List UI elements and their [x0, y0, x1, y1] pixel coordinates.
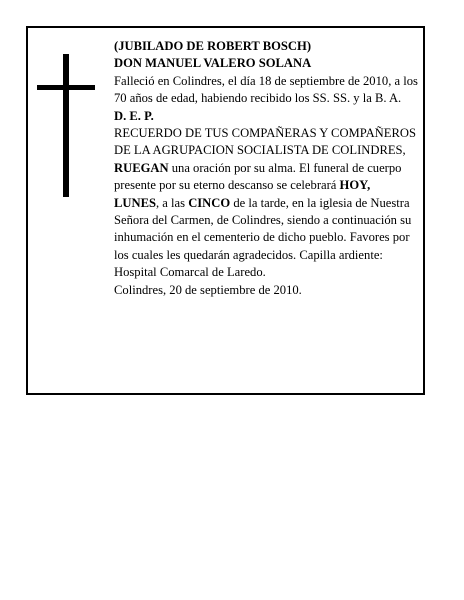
obituary-text [114, 38, 418, 299]
cross-vertical-bar [63, 54, 69, 197]
funeral-text-2: , a las [156, 195, 189, 210]
death-info: Falleció en Colindres, el día 18 de septiembre de 2010, a los 70 años de edad, habiendo recibido los SS. SS. y la B. A. [114, 73, 418, 106]
from-group: RECUERDO DE TUS COMPAÑERAS Y COMPAÑEROS DE LA AGRUPACION SOCIALISTA DE COLINDRES, [114, 126, 416, 158]
deceased-name: DON MANUEL VALERO SOLANA [114, 56, 312, 71]
notice-subtitle: (JUBILADO DE ROBERT BOSCH) [114, 39, 312, 53]
funeral-text-1: una oración por su alma. El funeral de cuerpo presente por su eterno descanso se celebrará [114, 160, 402, 193]
cross-horizontal-bar [37, 85, 95, 90]
cinco-word: CINCO [188, 195, 231, 210]
date-line: Colindres, 20 de septiembre de 2010. [114, 282, 302, 297]
ruegan-word: RUEGAN [114, 160, 169, 175]
dep-line: D. E. P. [114, 108, 154, 123]
funeral-paragraph [114, 160, 418, 282]
funeral-text-3: de la tarde, en la iglesia de Nuestra Señora del Carmen, de Colindres, siendo a continuación su inhumación en el cementerio de dicho pueblo. Favores por los cuales les quedarán agradecidos. Capilla ardiente: Hospital Comarcal de Laredo. [114, 195, 412, 280]
hoy-lunes: HOY, LUNES [114, 178, 371, 210]
